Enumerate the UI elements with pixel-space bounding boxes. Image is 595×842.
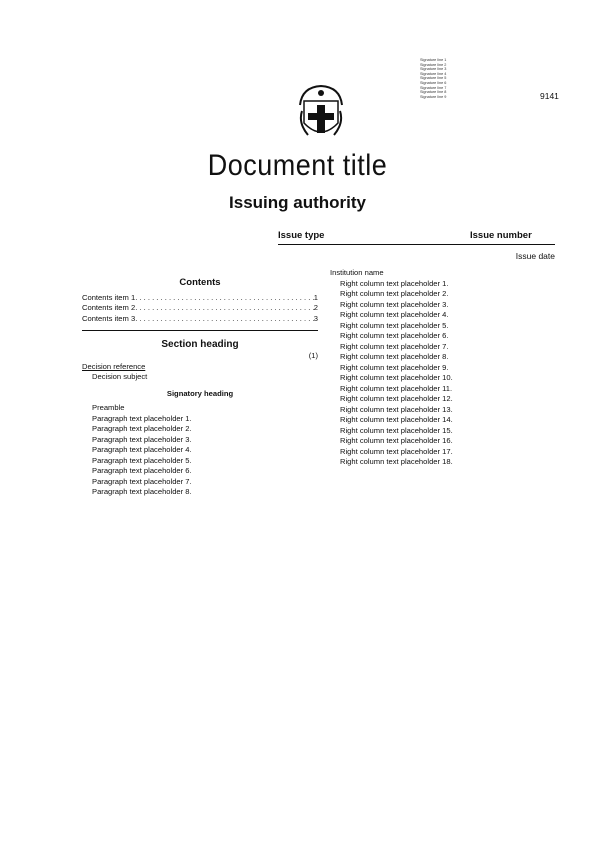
right-paragraph: Right column text placeholder 5. <box>340 320 449 330</box>
right-paragraph: Right column text placeholder 12. <box>340 394 453 403</box>
right-paragraph: Right column text placeholder 6. <box>340 331 449 340</box>
left-paragraph: Paragraph text placeholder 4. <box>92 445 192 454</box>
signature-line: Signature line 4 <box>420 71 447 76</box>
section-divider <box>82 330 318 331</box>
masthead-title: Document title <box>207 148 388 182</box>
left-paragraph: Paragraph text placeholder 8. <box>92 487 192 496</box>
left-paragraph: Paragraph text placeholder 6. <box>92 466 192 475</box>
issue-sheet-number: Issue number <box>470 230 532 241</box>
left-paragraph: Paragraph text placeholder 5. <box>92 455 192 465</box>
decision-subject: Decision subject <box>92 372 148 381</box>
toc-item: Contents item 3 . . . 3 <box>82 314 318 325</box>
right-paragraph: Right column text placeholder 9. <box>340 362 449 372</box>
right-paragraph: Right column text placeholder 16. <box>340 436 453 445</box>
right-paragraph: Right column text placeholder 1. <box>340 278 449 288</box>
right-paragraph: Right column text placeholder 8. <box>340 352 449 361</box>
signature-line: Signature line 6 <box>420 80 447 85</box>
section-heading: Section heading <box>161 339 239 350</box>
decision-reference: Decision reference <box>82 361 146 371</box>
national-emblem-icon <box>296 83 346 143</box>
note-number: (1) <box>308 351 318 360</box>
institution-name: Institution name <box>330 268 384 277</box>
right-paragraph: Right column text placeholder 17. <box>340 446 453 456</box>
signature-line: Signature line 7 <box>420 85 447 90</box>
right-paragraph: Right column text placeholder 14. <box>340 415 453 424</box>
right-paragraph: Right column text placeholder 2. <box>340 289 449 298</box>
signatory-heading: Signatory heading <box>166 388 234 398</box>
right-paragraph: Right column text placeholder 18. <box>340 457 453 466</box>
preamble: Preamble <box>92 403 125 412</box>
signature-line: Signature line 9 <box>420 94 447 99</box>
signature-line: Signature line 3 <box>420 67 447 72</box>
signature-line: Signature line 5 <box>420 76 447 81</box>
header-rule <box>278 244 555 245</box>
right-paragraph: Right column text placeholder 13. <box>340 404 453 414</box>
masthead-subtitle: Issuing authority <box>229 193 366 212</box>
right-paragraph: Right column text placeholder 3. <box>340 299 449 309</box>
left-paragraph: Paragraph text placeholder 1. <box>92 413 192 423</box>
left-paragraph: Paragraph text placeholder 2. <box>92 424 192 433</box>
toc-item: Contents item 1 . . . 1 <box>82 293 318 304</box>
right-paragraph: Right column text placeholder 7. <box>340 341 449 351</box>
toc-title: Contents <box>179 277 221 288</box>
left-paragraph: Paragraph text placeholder 7. <box>92 476 192 486</box>
right-paragraph: Right column text placeholder 15. <box>340 425 453 435</box>
signature-line: Signature line 8 <box>420 90 447 95</box>
signature-line: Signature line 1 <box>420 58 447 62</box>
digital-signature-block <box>420 58 484 99</box>
right-paragraph: Right column text placeholder 4. <box>340 310 449 319</box>
right-paragraph: Right column text placeholder 11. <box>340 383 453 393</box>
left-column <box>82 268 318 498</box>
signature-line: Signature line 2 <box>420 62 447 67</box>
left-paragraph: Paragraph text placeholder 3. <box>92 434 192 444</box>
page-number: 9141 <box>540 91 559 101</box>
right-column <box>330 268 566 468</box>
issue-type: Issue type <box>278 230 325 241</box>
toc-item: Contents item 2 . . . 2 <box>82 303 318 314</box>
right-paragraph: Right column text placeholder 10. <box>340 373 453 382</box>
issue-date: Issue date <box>515 251 555 261</box>
